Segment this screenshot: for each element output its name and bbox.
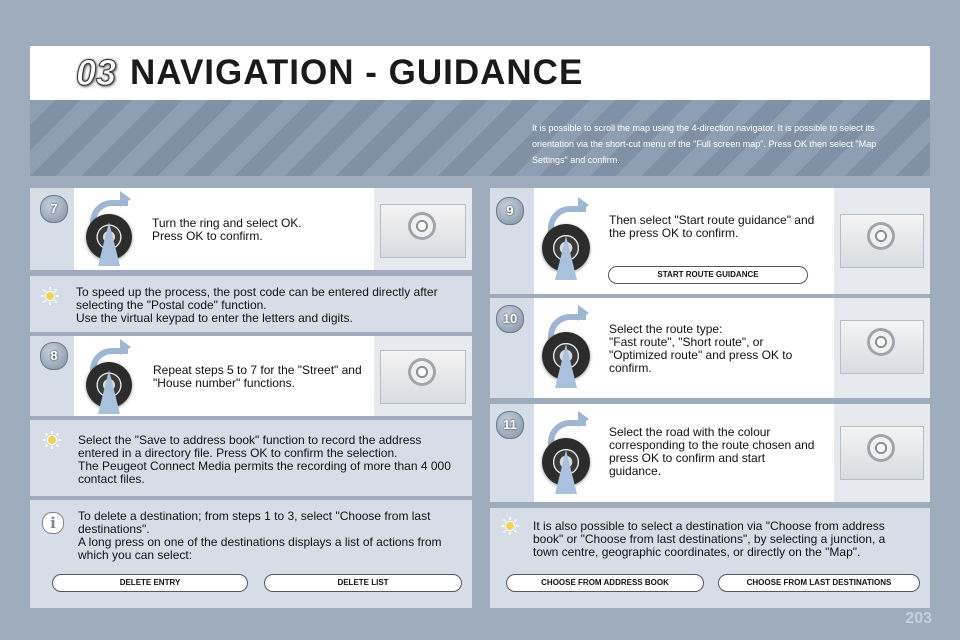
lightbulb-icon <box>500 516 520 536</box>
step-7-text: Turn the ring and select OK. Press OK to confirm. <box>152 216 302 243</box>
choose-address-book-button[interactable]: CHOOSE FROM ADDRESS BOOK <box>506 574 704 592</box>
device-knob-icon <box>867 222 895 250</box>
device-image <box>374 336 472 416</box>
lightbulb-icon <box>40 286 60 306</box>
chapter-number: 03 <box>76 52 117 93</box>
step-9-text: Then select "Start route guidance" and the press OK to confirm. <box>609 213 815 240</box>
arrow-head-icon <box>578 197 589 213</box>
push-arrow-icon <box>555 236 577 280</box>
page-number: 203 <box>905 610 932 627</box>
arrow-head-icon <box>578 305 589 321</box>
delete-list-button[interactable]: DELETE LIST <box>264 574 462 592</box>
step-badge-8: 8 <box>40 342 68 370</box>
step-badge-7: 7 <box>40 195 68 223</box>
device-knob-icon <box>867 328 895 356</box>
push-arrow-icon <box>98 370 120 414</box>
delete-entry-button[interactable]: DELETE ENTRY <box>52 574 248 592</box>
device-knob-icon <box>408 212 436 240</box>
step-badge-9: 9 <box>496 197 524 225</box>
banner-text: It is possible to scroll the map using the 4-direction navigator. It is possible to select its orientation via the short-cut menu of the "Full screen map". Press OK then select "Map Settings" and confirm. <box>532 123 877 165</box>
info-icon: i <box>42 512 64 534</box>
device-image <box>374 188 472 270</box>
arrow-head-icon <box>578 411 589 427</box>
tip-choose-text: It is also possible to select a destination via "Choose from address book" or "Choose from last destinations", by selecting a junction, a town centre, geographic coordinates, or directly on the "Map". <box>533 519 886 559</box>
step-10-text: Select the route type: "Fast route", "Short route", or "Optimized route" and press OK to confirm. <box>609 322 793 375</box>
tip-delete-text: To delete a destination; from steps 1 to 3, select "Choose from last destinations". A long press on one of the destinations displays a list of actions from which you can select: <box>78 509 442 562</box>
device-image <box>834 298 930 398</box>
step-badge-11: 11 <box>496 411 524 439</box>
push-arrow-icon <box>98 222 120 266</box>
arrow-head-icon <box>120 339 131 355</box>
tip-postal-text: To speed up the process, the post code can be entered directly after selecting the "Postal code" function. Use the virtual keypad to enter the letters and digits. <box>76 285 438 325</box>
push-arrow-icon <box>555 450 577 494</box>
step-11-text: Select the road with the colour corresponding to the route chosen and press OK to confirm and start guidance. <box>609 425 815 478</box>
push-arrow-icon <box>555 344 577 388</box>
arrow-head-icon <box>120 191 131 207</box>
page-title: NAVIGATION - GUIDANCE <box>130 53 584 92</box>
device-knob-icon <box>408 358 436 386</box>
lightbulb-icon <box>42 430 62 450</box>
tip-address-book-text: Select the "Save to address book" function to record the address entered in a directory file. Press OK to confirm the selection. The Peugeot Connect Media permits the recording of more than 4 000 contact files. <box>78 433 451 486</box>
step-badge-10: 10 <box>496 305 524 333</box>
start-route-guidance-button[interactable]: START ROUTE GUIDANCE <box>608 266 808 284</box>
step-8-text: Repeat steps 5 to 7 for the "Street" and "House number" functions. <box>153 363 362 390</box>
choose-last-destinations-button[interactable]: CHOOSE FROM LAST DESTINATIONS <box>718 574 920 592</box>
device-image <box>834 404 930 502</box>
device-knob-icon <box>867 434 895 462</box>
device-image <box>834 188 930 294</box>
